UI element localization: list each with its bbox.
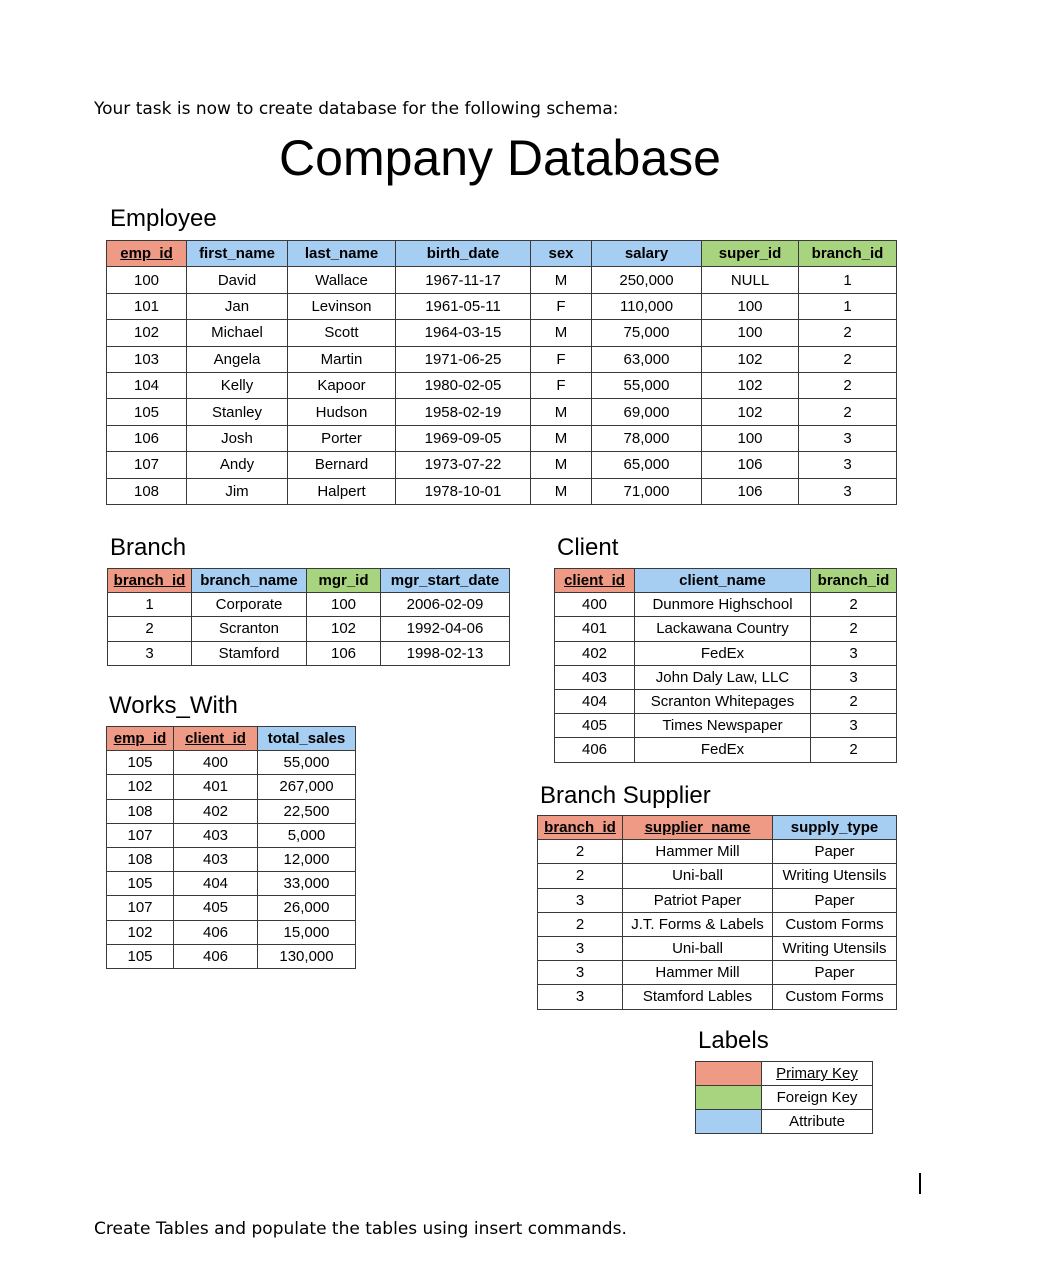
table-cell: 106 [702,452,799,478]
table-cell: 1967-11-17 [396,267,531,293]
table-cell: 102 [307,617,381,641]
table-cell: Stanley [187,399,288,425]
table-cell: Bernard [288,452,396,478]
table-cell: 2 [811,617,897,641]
table-row [555,714,897,738]
table-cell: 75,000 [592,320,702,346]
table-header-row [107,241,897,267]
table-row [107,425,897,451]
table-cell: 101 [107,293,187,319]
table-row [108,641,510,665]
table-row [107,267,897,293]
table-cell: 1969-09-05 [396,425,531,451]
table-cell: 107 [107,823,174,847]
table-cell: 3 [811,641,897,665]
table-row [107,346,897,372]
table-header-row [555,569,897,593]
table-cell: 1958-02-19 [396,399,531,425]
table-cell: 130,000 [258,944,356,968]
table-row [107,944,356,968]
table-cell: 105 [107,872,174,896]
table-cell: 1980-02-05 [396,372,531,398]
table-row [107,452,897,478]
table-cell: 1 [108,593,192,617]
table-cell: M [531,452,592,478]
table-cell: Josh [187,425,288,451]
table-cell: 26,000 [258,896,356,920]
table-cell: 406 [174,944,258,968]
table-cell: 5,000 [258,823,356,847]
table-cell: Custom Forms [773,912,897,936]
table-row [107,872,356,896]
table-cell: 102 [702,399,799,425]
branch-supplier-table-label: Branch Supplier [540,782,711,809]
table-cell: 2 [538,864,623,888]
table-cell: 2 [799,372,897,398]
table-cell: 2 [799,346,897,372]
column-header: branch_id [811,569,897,593]
table-cell: Kapoor [288,372,396,398]
table-cell: 402 [555,641,635,665]
table-row [538,936,897,960]
column-header: client_name [635,569,811,593]
table-cell: Custom Forms [773,985,897,1009]
attribute-swatch [696,1110,762,1134]
column-header: super_id [702,241,799,267]
table-cell: FedEx [635,738,811,762]
legend-label: Labels [698,1027,769,1054]
table-cell: 104 [107,372,187,398]
table-cell: Angela [187,346,288,372]
table-row [107,293,897,319]
table-cell: Michael [187,320,288,346]
table-cell: Paper [773,961,897,985]
table-cell: Patriot Paper [623,888,773,912]
table-cell: 55,000 [258,751,356,775]
table-cell: 1992-04-06 [381,617,510,641]
table-cell: Scranton Whitepages [635,689,811,713]
table-cell: 3 [538,985,623,1009]
table-cell: Jan [187,293,288,319]
table-cell: 2 [799,399,897,425]
branch-supplier-table [537,815,897,1010]
table-row [555,617,897,641]
table-cell: 15,000 [258,920,356,944]
table-cell: Uni-ball [623,936,773,960]
table-row [107,399,897,425]
column-header: first_name [187,241,288,267]
table-row [107,920,356,944]
table-cell: 267,000 [258,775,356,799]
table-cell: Kelly [187,372,288,398]
table-cell: 404 [555,689,635,713]
table-cell: Wallace [288,267,396,293]
table-cell: 403 [555,665,635,689]
table-cell: M [531,320,592,346]
table-cell: 2 [811,738,897,762]
table-row [538,888,897,912]
table-cell: 105 [107,944,174,968]
table-cell: Stamford Lables [623,985,773,1009]
legend-row [696,1062,873,1086]
table-cell: 22,500 [258,799,356,823]
table-cell: M [531,399,592,425]
table-cell: 403 [174,823,258,847]
table-cell: 107 [107,452,187,478]
table-cell: 2 [538,840,623,864]
works-with-table-label: Works_With [109,692,238,719]
column-header: emp_id [107,241,187,267]
table-cell: F [531,372,592,398]
table-cell: 1961-05-11 [396,293,531,319]
table-row [107,775,356,799]
table-cell: F [531,293,592,319]
table-cell: M [531,267,592,293]
table-cell: Scott [288,320,396,346]
column-header: supply_type [773,816,897,840]
table-cell: 1973-07-22 [396,452,531,478]
table-row [538,864,897,888]
table-cell: 105 [107,399,187,425]
table-cell: 102 [107,775,174,799]
table-cell: 3 [538,936,623,960]
table-cell: 100 [702,320,799,346]
table-cell: NULL [702,267,799,293]
table-cell: Uni-ball [623,864,773,888]
table-cell: Times Newspaper [635,714,811,738]
table-cell: 1 [799,293,897,319]
works-with-table [106,726,356,969]
legend-table [695,1061,873,1134]
column-header: client_id [555,569,635,593]
table-cell: 106 [107,425,187,451]
column-header: branch_id [799,241,897,267]
table-cell: 402 [174,799,258,823]
table-cell: 102 [702,372,799,398]
table-cell: 33,000 [258,872,356,896]
client-table [554,568,897,763]
table-cell: Lackawana Country [635,617,811,641]
column-header: mgr_start_date [381,569,510,593]
table-header-row [538,816,897,840]
intro-text: Your task is now to create database for the following schema: [94,99,619,119]
table-row [538,912,897,936]
table-cell: Writing Utensils [773,936,897,960]
table-cell: 1971-06-25 [396,346,531,372]
column-header: supplier_name [623,816,773,840]
table-row [538,961,897,985]
table-cell: J.T. Forms & Labels [623,912,773,936]
table-cell: Paper [773,840,897,864]
table-cell: 405 [174,896,258,920]
table-cell: 401 [555,617,635,641]
column-header: last_name [288,241,396,267]
table-cell: FedEx [635,641,811,665]
employee-table-label: Employee [110,205,217,232]
column-header: total_sales [258,727,356,751]
table-cell: 3 [799,452,897,478]
table-cell: 100 [107,267,187,293]
legend-row [696,1086,873,1110]
table-cell: 3 [799,425,897,451]
table-cell: 100 [702,425,799,451]
table-cell: Martin [288,346,396,372]
table-cell: Hammer Mill [623,840,773,864]
table-cell: 1978-10-01 [396,478,531,504]
table-row [107,478,897,504]
table-row [555,665,897,689]
table-cell: John Daly Law, LLC [635,665,811,689]
table-cell: 3 [799,478,897,504]
table-cell: Porter [288,425,396,451]
column-header: client_id [174,727,258,751]
table-cell: F [531,346,592,372]
table-cell: Corporate [192,593,307,617]
table-row [107,372,897,398]
table-cell: 12,000 [258,847,356,871]
table-row [555,689,897,713]
table-cell: 2 [811,593,897,617]
table-row [555,738,897,762]
table-cell: 2006-02-09 [381,593,510,617]
legend-item-attribute: Attribute [762,1110,873,1134]
table-cell: 3 [538,888,623,912]
table-row [107,799,356,823]
table-cell: Andy [187,452,288,478]
table-cell: 1964-03-15 [396,320,531,346]
primary-key-swatch [696,1062,762,1086]
column-header: salary [592,241,702,267]
table-cell: 405 [555,714,635,738]
table-header-row [107,727,356,751]
table-row [108,617,510,641]
table-row [555,641,897,665]
table-cell: 2 [108,617,192,641]
table-cell: 55,000 [592,372,702,398]
table-cell: 63,000 [592,346,702,372]
table-cell: Dunmore Highschool [635,593,811,617]
table-cell: Jim [187,478,288,504]
table-cell: 1 [799,267,897,293]
table-cell: 1998-02-13 [381,641,510,665]
table-cell: 105 [107,751,174,775]
table-header-row [108,569,510,593]
column-header: birth_date [396,241,531,267]
table-cell: 71,000 [592,478,702,504]
column-header: emp_id [107,727,174,751]
table-row [555,593,897,617]
table-row [538,840,897,864]
text-cursor [919,1173,921,1194]
table-row [538,985,897,1009]
table-cell: 2 [538,912,623,936]
table-cell: 65,000 [592,452,702,478]
table-cell: 100 [307,593,381,617]
table-row [108,593,510,617]
table-cell: 107 [107,896,174,920]
table-cell: 106 [307,641,381,665]
table-cell: 103 [107,346,187,372]
table-cell: 406 [174,920,258,944]
column-header: sex [531,241,592,267]
table-row [107,823,356,847]
table-row [107,751,356,775]
branch-table [107,568,510,666]
table-cell: 400 [174,751,258,775]
table-cell: 102 [702,346,799,372]
table-cell: Writing Utensils [773,864,897,888]
table-cell: 110,000 [592,293,702,319]
table-cell: Scranton [192,617,307,641]
table-cell: 108 [107,847,174,871]
table-cell: 3 [811,714,897,738]
table-cell: 2 [811,689,897,713]
legend-item-foreign-key: Foreign Key [762,1086,873,1110]
table-cell: 78,000 [592,425,702,451]
foreign-key-swatch [696,1086,762,1110]
table-cell: Stamford [192,641,307,665]
table-cell: David [187,267,288,293]
table-cell: 108 [107,478,187,504]
table-cell: Levinson [288,293,396,319]
table-cell: Paper [773,888,897,912]
table-cell: 250,000 [592,267,702,293]
table-cell: 108 [107,799,174,823]
table-cell: 401 [174,775,258,799]
table-cell: Hammer Mill [623,961,773,985]
table-cell: Hudson [288,399,396,425]
table-cell: 102 [107,320,187,346]
table-cell: 406 [555,738,635,762]
page-title: Company Database [279,130,721,186]
column-header: branch_id [538,816,623,840]
legend-row [696,1110,873,1134]
table-cell: Halpert [288,478,396,504]
table-cell: 403 [174,847,258,871]
table-cell: 100 [702,293,799,319]
table-cell: 2 [799,320,897,346]
legend-item-primary-key: Primary Key [762,1062,873,1086]
table-cell: 3 [538,961,623,985]
table-cell: 3 [108,641,192,665]
outro-text: Create Tables and populate the tables using insert commands. [94,1219,627,1239]
table-cell: 400 [555,593,635,617]
table-cell: 404 [174,872,258,896]
table-row [107,896,356,920]
table-cell: M [531,425,592,451]
branch-table-label: Branch [110,534,187,561]
table-row [107,847,356,871]
column-header: branch_name [192,569,307,593]
column-header: branch_id [108,569,192,593]
employee-table [106,240,897,505]
table-row [107,320,897,346]
table-cell: 69,000 [592,399,702,425]
table-cell: M [531,478,592,504]
table-cell: 3 [811,665,897,689]
column-header: mgr_id [307,569,381,593]
client-table-label: Client [557,534,619,561]
table-cell: 106 [702,478,799,504]
table-cell: 102 [107,920,174,944]
